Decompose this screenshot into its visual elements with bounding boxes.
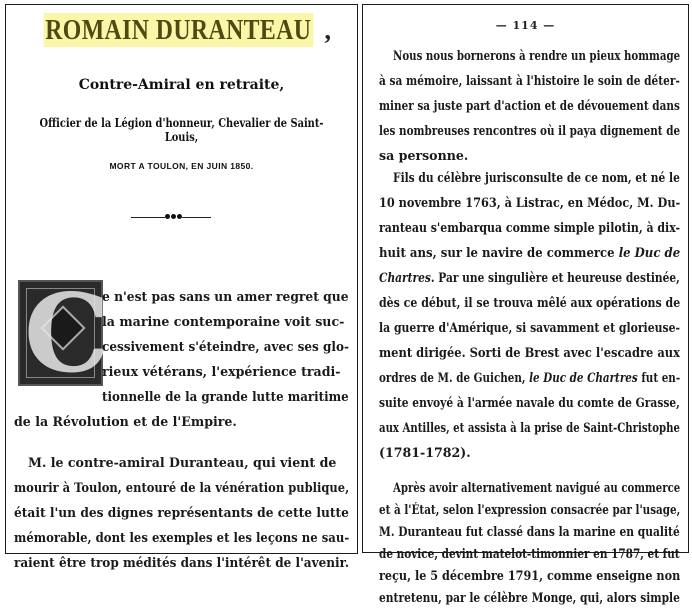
para2-line: 10 novembre 1763, à Listrac, en Médoc, M. Du- (379, 195, 681, 210)
para1-line: sa personne. (379, 148, 469, 163)
ornament-divider (131, 214, 211, 220)
para3-line: Après avoir alternativement navigué au commerce (393, 480, 681, 495)
para2-line: raient être trop médités dans l'intérêt de l'avenir. (14, 555, 350, 570)
ship-name: le Duc de Chartres (529, 370, 638, 385)
title-comma: , (324, 16, 332, 45)
right-page (362, 4, 689, 605)
para2-line (379, 265, 680, 290)
para1-line: à sa mémoire, laissant à l'histoire le soin de déter- (379, 73, 680, 88)
para2-line: dès ce début, il se trouva mêlé aux opérations de (379, 295, 681, 310)
text: ordres de M. de Guichen, (379, 370, 530, 385)
para1-line: cessivement s'éteindre, avec ses glo- (102, 339, 349, 354)
para2-line: M. le contre-amiral Duranteau, qui vient de (28, 455, 337, 470)
drop-cap-letter: C (24, 271, 110, 397)
para2-line: était l'un des dignes représentants de cette lutte (14, 505, 349, 520)
para2-line: la guerre d'Amérique, si savamment et glorieuse- (379, 320, 681, 335)
ship-name: le Duc de (618, 245, 681, 260)
para1-line: e n'est pas sans un amer regret que (102, 289, 349, 304)
para1-line: Nous nous bornerons à rendre un pieux hommage (393, 48, 681, 63)
para2-line: suite envoyé à l'armée navale du comte de Grasse, (379, 395, 680, 410)
text: . Par une singulière et heureuse destinée, (430, 270, 680, 285)
para2-line: mourir à Toulon, entouré de la vénération publique, (14, 480, 350, 495)
para1-line: tionnelle de la grande lutte maritime (102, 389, 349, 404)
para2-line: Fils du célèbre jurisconsulte de ce nom, et né le (393, 170, 680, 185)
para3-line: entretenu, par le célèbre Monge, qui, alors simple (379, 590, 680, 605)
para3-line: de novice, devint matelot-timonnier en 1787, et fut (379, 546, 680, 561)
para1-line: de la Révolution et de l'Empire. (14, 414, 237, 429)
highlighted-name: ROMAIN DURANTEAU (45, 14, 312, 46)
subtitle-rank: Contre-Amiral en retraite, (78, 77, 285, 93)
para1-line: miner sa juste part d'action et de dévouement dans (379, 98, 680, 113)
para1-line: la marine contemporaine voit suc- (102, 314, 345, 329)
para1-line: les nombreuses rencontres où il paya dignement de (379, 123, 681, 138)
para2-line: aux Antilles, et assista à la prise de Saint-Christophe (379, 420, 680, 435)
ship-name: Chartres (379, 270, 431, 285)
title (6, 13, 357, 47)
para1-line: rieux vétérans, l'expérience tradi- (102, 364, 341, 379)
drop-cap-ornament (18, 271, 110, 397)
death-note: MORT A TOULON, EN JUIN 1850. (109, 161, 254, 171)
para3-line: et à l'État, selon l'expression consacrée par l'usage, (379, 502, 681, 517)
para3-line: M. Duranteau fut classé dans la marine en qualité (379, 524, 680, 539)
text: huit ans, sur le navire de commerce (379, 245, 619, 260)
para2-line: mémorable, dont les exemples et les leçons ne sau- (14, 530, 350, 545)
page-number: — 114 — (495, 19, 556, 32)
left-page (5, 4, 358, 570)
para3-line: reçu, le 5 décembre 1791, comme enseigne non (379, 568, 681, 583)
para2-line: (1781-1782). (379, 445, 471, 460)
text: fut en- (637, 370, 681, 385)
para2-line: ment dirigée. Sorti de Brest avec l'escadre aux (379, 345, 680, 360)
para2-line: ranteau s'embarqua comme simple pilotin, à dix- (379, 220, 681, 235)
para2-line (379, 365, 680, 390)
para2-line (379, 240, 680, 265)
subtitle-honors: Officier de la Légion d'honneur, Chevalier de Saint-Louis, (39, 116, 324, 144)
